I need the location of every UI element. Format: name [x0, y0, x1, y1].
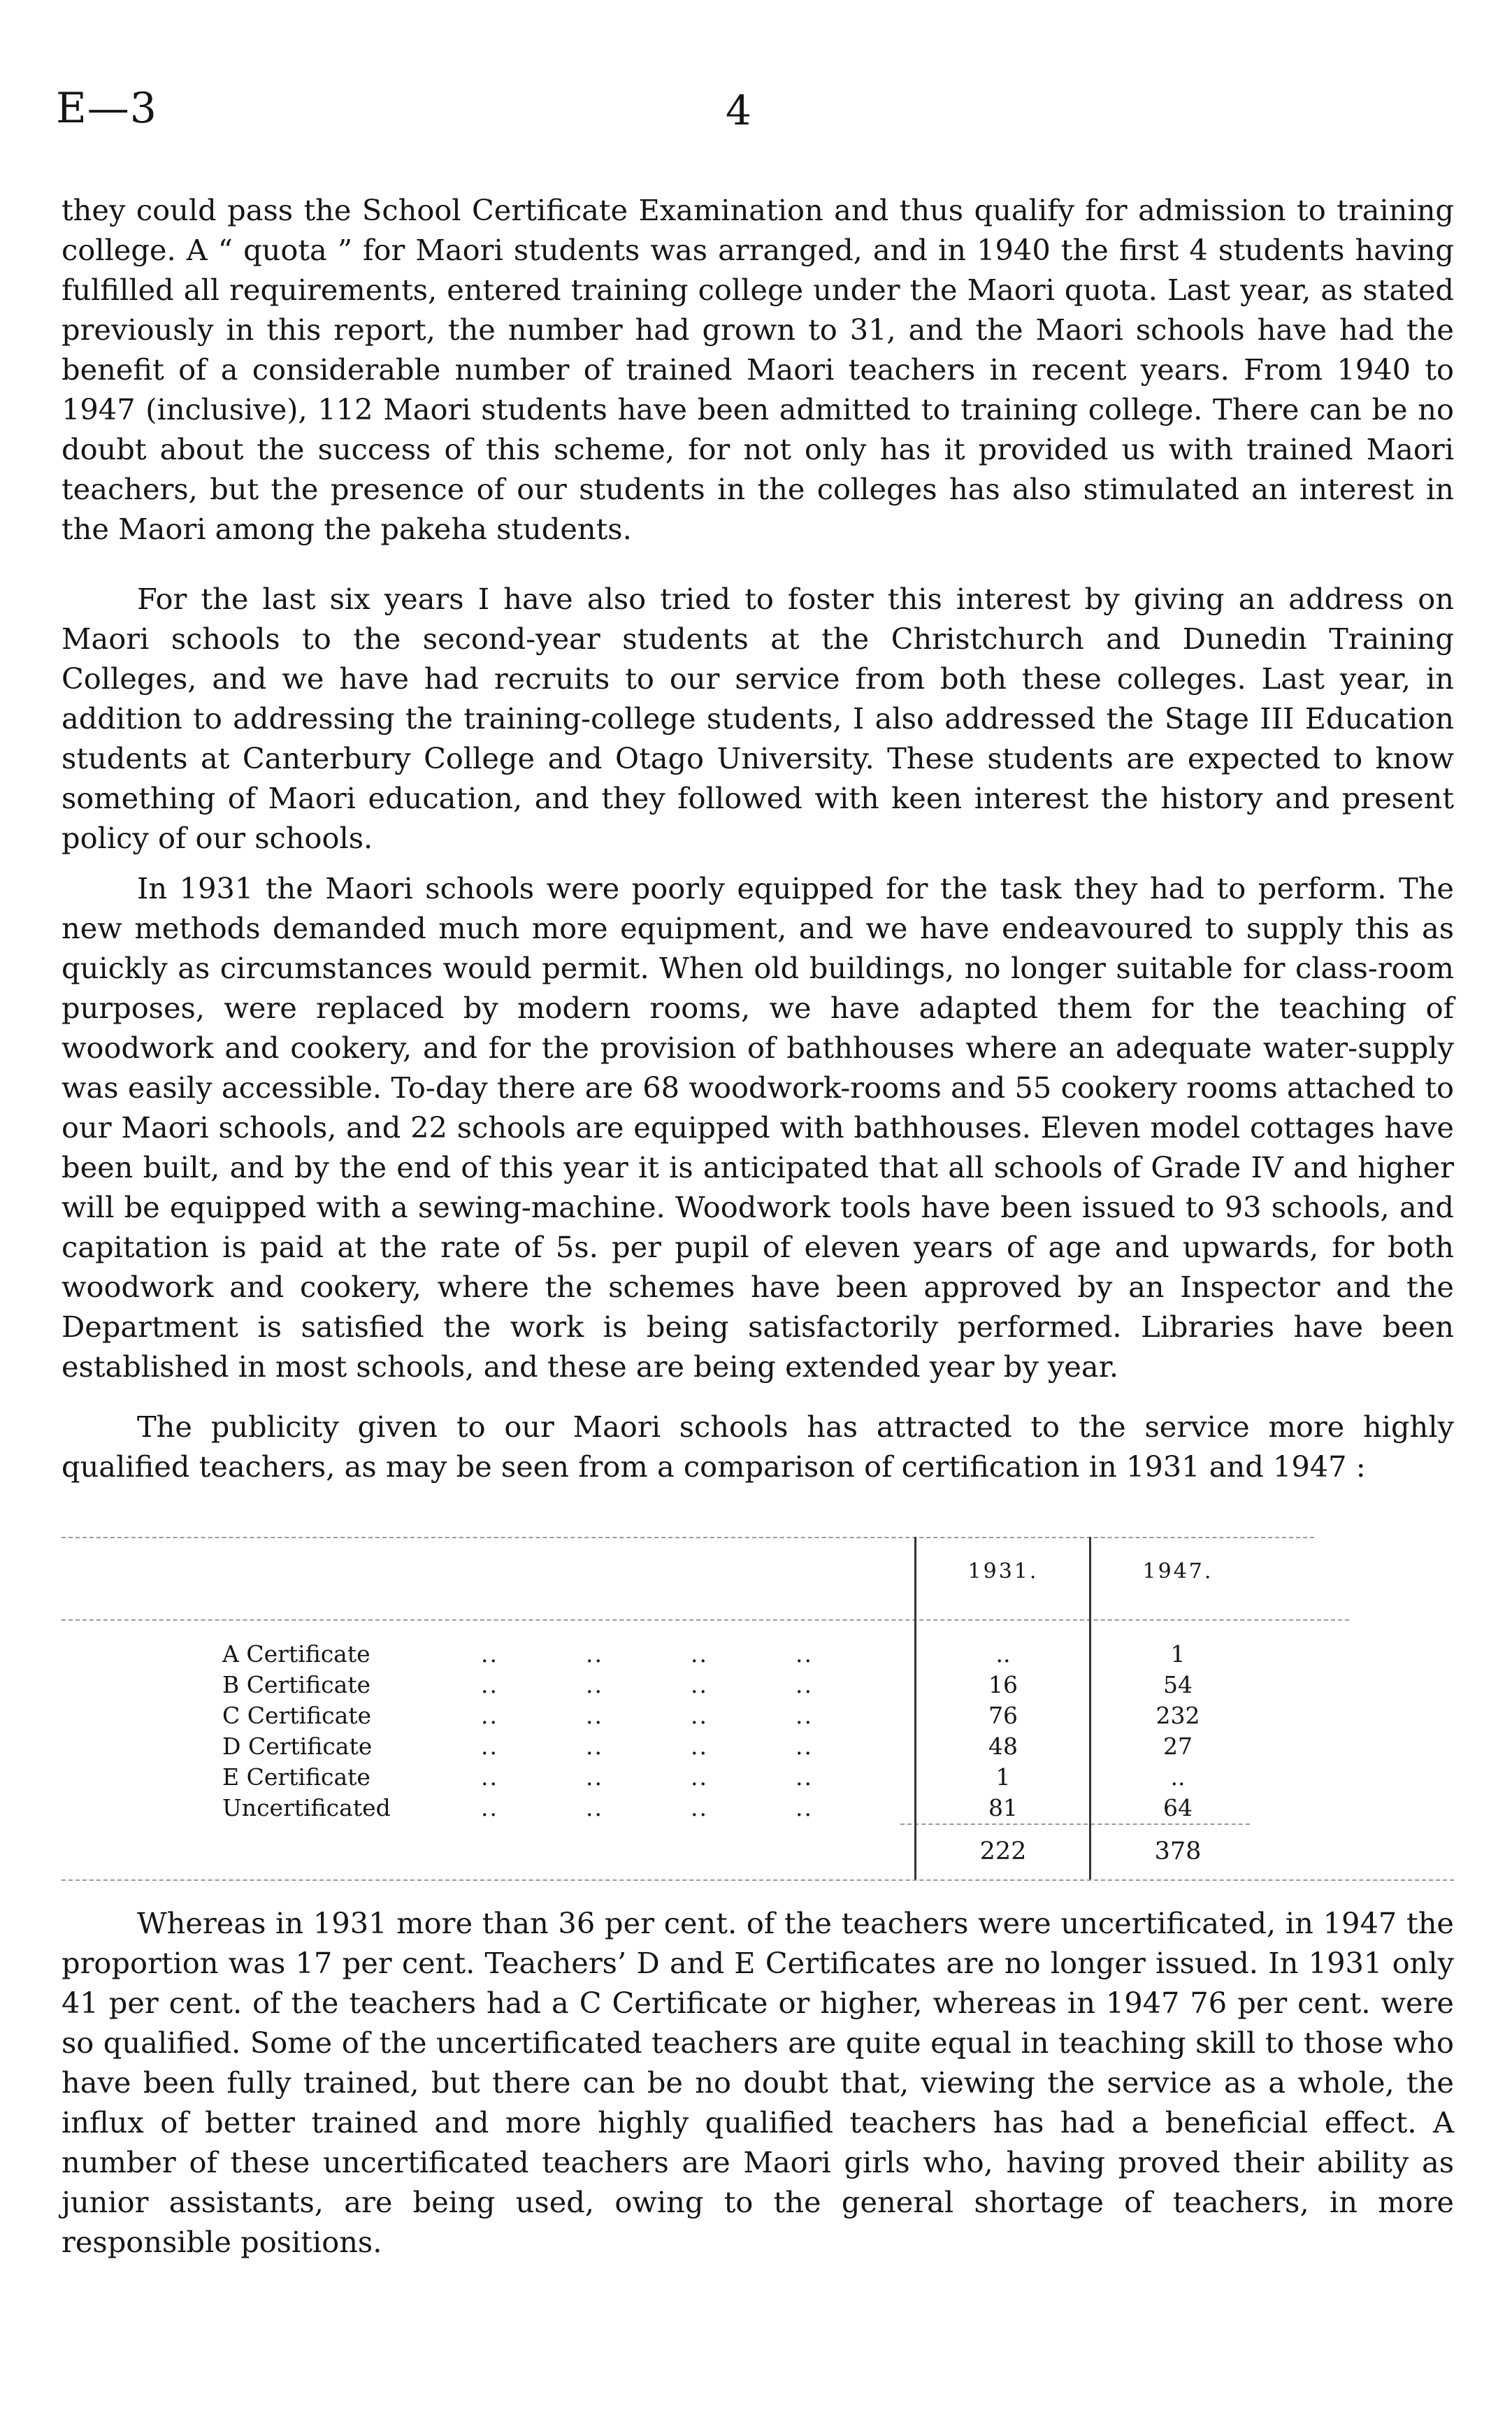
row-label: E Certificate — [222, 1763, 370, 1791]
paragraph-certification-summary — [62, 1903, 1454, 2262]
paragraph-training-college — [62, 190, 1454, 549]
total-1931: 222 — [979, 1837, 1027, 1865]
row-label: D Certificate — [222, 1733, 373, 1760]
value-1931: .. — [995, 1640, 1011, 1668]
page-number: 4 — [726, 87, 751, 134]
table-totals-row — [62, 1837, 1454, 1872]
leader-dots: .. .. .. .. — [481, 1671, 813, 1698]
value-1931: 1 — [995, 1763, 1011, 1791]
paragraph-publicity — [62, 1407, 1454, 1486]
table-row — [62, 1794, 1454, 1825]
column-header-1931: 1931. — [967, 1559, 1039, 1584]
column-header-1947: 1947. — [1142, 1559, 1214, 1584]
value-1931: 48 — [988, 1733, 1018, 1760]
paragraph-text: Whereas in 1931 more than 36 per cent. of the teachers were uncertificated, in 1947 the proportion was 17 per cent. Teachers’ D and E Certificates are no longer issued. In 1931 only 41 per cent. of the teachers had a C Certificate or higher, whereas in 1947 76 per cent. were so qualified. Some of the uncertificated teachers are quite equal in teaching skill to those who have been fully trained, but there can be no doubt that, viewing the service as a whole, the influx of better trained and more highly qualified teachers has had a beneficial effect. A number of these uncertificated teachers are Maori girls who, having proved their ability as junior assistants, are being used, owing to the general shortage of teachers, in more responsible positions. — [62, 1906, 1454, 2259]
row-label: Uncertificated — [222, 1794, 391, 1821]
value-1947: 1 — [1170, 1640, 1186, 1668]
document-code: E—3 — [56, 84, 157, 133]
paragraph-text: For the last six years I have also tried to foster this interest by giving an address on Maori schools to the second-year students at the Christchurch and Dunedin Training Colleges, and we have had recruits to our service from both these colleges. Last year, in addition to addressing the training-college students, I also addressed the Stage III Education students at Canterbury College and Otago University. These students are expected to know something of Maori education, and they followed with keen interest the history and present policy of our schools. — [62, 582, 1454, 855]
value-1931: 16 — [988, 1671, 1018, 1698]
value-1947: 232 — [1155, 1702, 1200, 1729]
leader-dots: .. .. .. .. — [481, 1640, 813, 1668]
value-1931: 81 — [988, 1794, 1018, 1821]
paragraph-equipment — [62, 868, 1454, 1386]
row-label: A Certificate — [222, 1640, 370, 1668]
value-1947: 54 — [1163, 1671, 1193, 1698]
paragraph-text: The publicity given to our Maori schools has attracted to the service more highly qualified teachers, as may be seen from a comparison of certification in 1931 and 1947 : — [62, 1410, 1454, 1484]
table-row — [62, 1640, 1454, 1671]
value-1947: .. — [1170, 1763, 1186, 1791]
paragraph-addresses — [62, 579, 1454, 858]
paragraph-text: they could pass the School Certificate Examination and thus qualify for admission to training college. A “ quota ” for Maori students was arranged, and in 1940 the first 4 students having fulfilled all requirements, entered training college under the Maori quota. Last year, as stated previously in this report, the number had grown to 31, and the Maori schools have had the benefit of a considerable number of trained Maori teachers in recent years. From 1940 to 1947 (inclusive), 112 Maori students have been admitted to training college. There can be no doubt about the success of this scheme, for not only has it provided us with trained Maori teachers, but the presence of our students in the colleges has also stimulated an interest in the Maori among the pakeha students. — [62, 193, 1454, 546]
table-row — [62, 1763, 1454, 1794]
row-label: B Certificate — [222, 1671, 371, 1698]
paragraph-text: In 1931 the Maori schools were poorly equipped for the task they had to perform. The new methods demanded much more equipment, and we have endeavoured to supply this as quickly as circumstances would permit. When old buildings, no longer suitable for class-room purposes, were replaced by modern rooms, we have adapted them for the teaching of woodwork and cookery, and for the provision of bathhouses where an adequate water-supply was easily accessible. To-day there are 68 woodwork-rooms and 55 cookery rooms attached to our Maori schools, and 22 schools are equipped with bathhouses. Eleven model cottages have been built, and by the end of this year it is anticipated that all schools of Grade IV and higher will be equipped with a sewing-machine. Woodwork tools have been issued to 93 schools, and capitation is paid at the rate of 5s. per pupil of eleven years of age and upwards, for both woodwork and cookery, where the schemes have been approved by an Inspector and the Department is satisfied the work is being satisfactorily performed. Libraries have been established in most schools, and these are being extended year by year. — [62, 871, 1454, 1384]
value-1947: 64 — [1163, 1794, 1193, 1821]
table-row — [62, 1671, 1454, 1702]
leader-dots: .. .. .. .. — [481, 1733, 813, 1760]
table-rule — [62, 1537, 1314, 1538]
leader-dots: .. .. .. .. — [481, 1763, 813, 1791]
table-row — [62, 1733, 1454, 1763]
table-rule — [62, 1879, 1454, 1881]
row-label: C Certificate — [222, 1702, 372, 1729]
value-1931: 76 — [988, 1702, 1018, 1729]
leader-dots: .. .. .. .. — [481, 1702, 813, 1729]
certification-table — [62, 1516, 1454, 1907]
table-rule — [62, 1619, 1349, 1621]
leader-dots: .. .. .. .. — [481, 1794, 813, 1821]
table-row — [62, 1702, 1454, 1733]
value-1947: 27 — [1163, 1733, 1193, 1760]
total-1947: 378 — [1154, 1837, 1202, 1865]
